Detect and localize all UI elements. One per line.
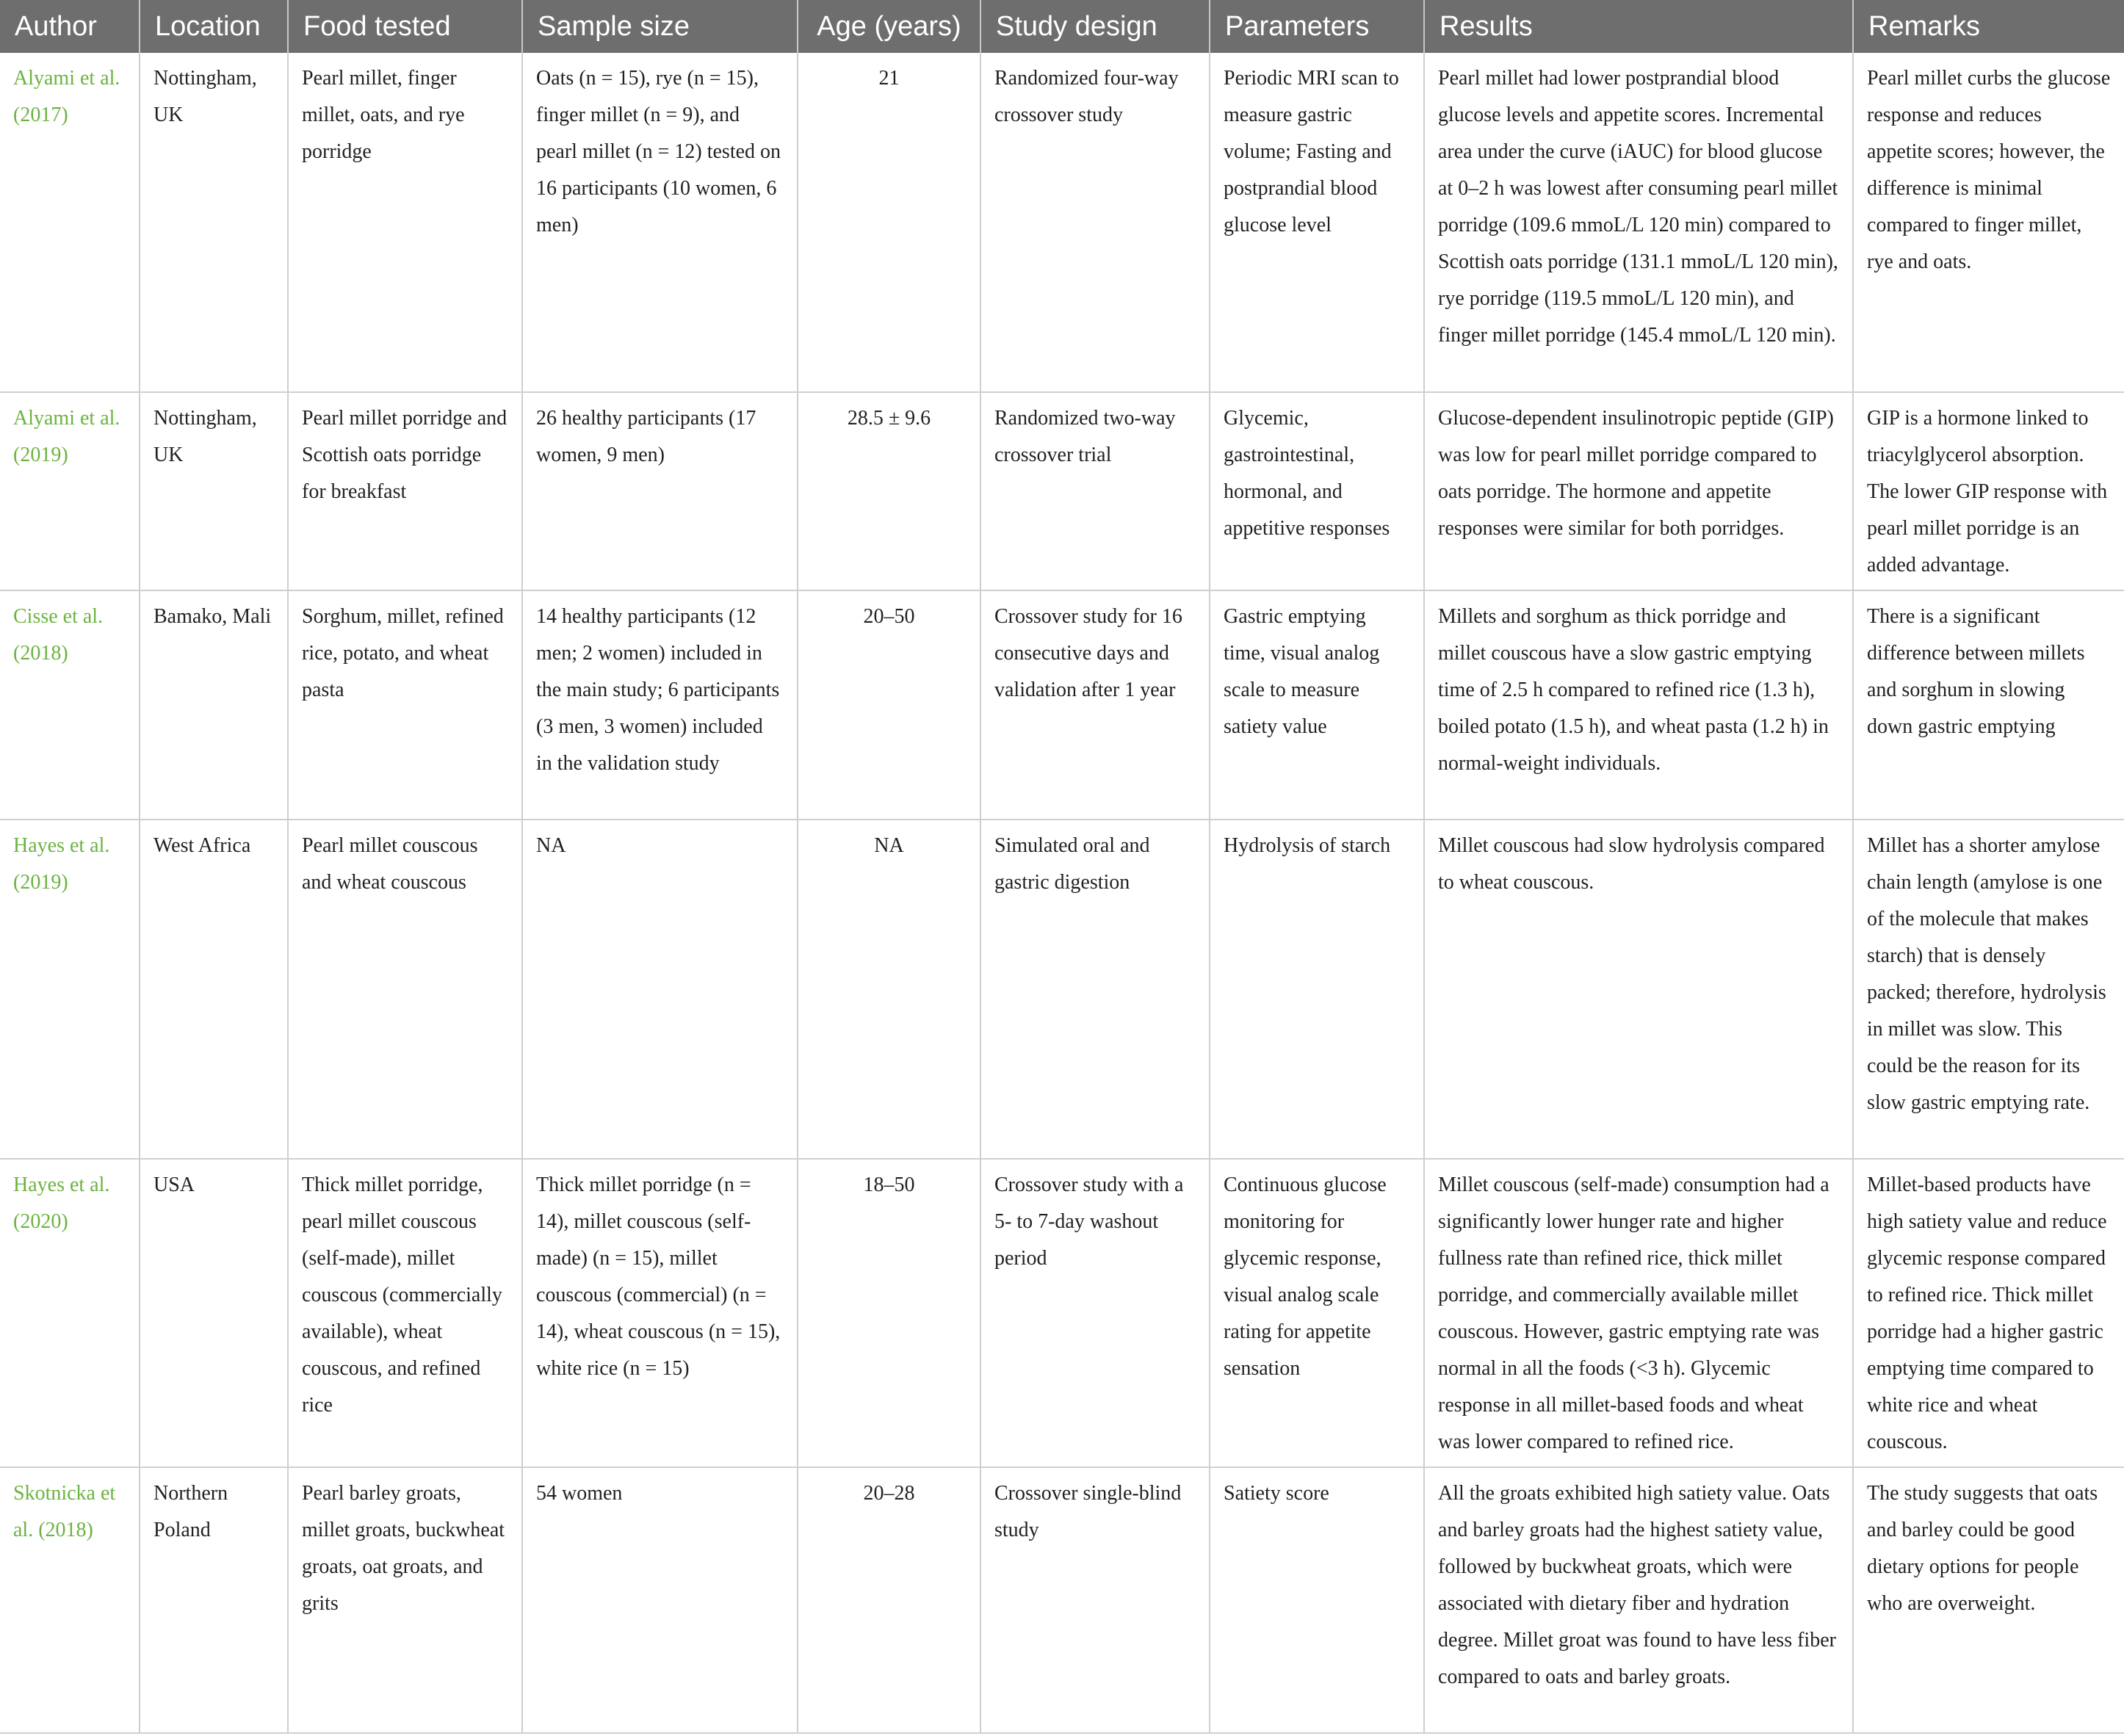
header-food-tested: Food tested bbox=[288, 0, 522, 53]
cell-sample-size: NA bbox=[522, 820, 798, 1159]
header-row bbox=[0, 0, 2124, 53]
cell-age: NA bbox=[798, 820, 980, 1159]
cell-study-design: Crossover study with a 5- to 7-day washout period bbox=[980, 1159, 1210, 1467]
cell-remarks: GIP is a hormone linked to triacylglycerol absorption. The lower GIP response with pearl millet porridge is an added advantage. bbox=[1853, 392, 2124, 590]
table-row bbox=[0, 53, 2124, 392]
cell-results: Millet couscous had slow hydrolysis compared to wheat couscous. bbox=[1424, 820, 1853, 1159]
cell-remarks: Millet-based products have high satiety value and reduce glycemic response compared to refined rice. Thick millet porridge had a higher gastric emptying time compared to white rice and wheat couscous. bbox=[1853, 1159, 2124, 1467]
table-row bbox=[0, 392, 2124, 590]
header-results: Results bbox=[1424, 0, 1853, 53]
cell-age: 21 bbox=[798, 53, 980, 392]
cell-parameters: Continuous glucose monitoring for glycemic response, visual analog scale rating for appetite sensation bbox=[1210, 1159, 1424, 1467]
cell-sample-size: Oats (n = 15), rye (n = 15), finger millet (n = 9), and pearl millet (n = 12) tested on 16 participants (10 women, 6 men) bbox=[522, 53, 798, 392]
cell-food-tested: Pearl millet, finger millet, oats, and rye porridge bbox=[288, 53, 522, 392]
table-row bbox=[0, 820, 2124, 1159]
cell-remarks: Millet has a shorter amylose chain length (amylose is one of the molecule that makes starch) that is densely packed; therefore, hydrolysis in millet was slow. This could be the reason for its slow gastric emptying rate. bbox=[1853, 820, 2124, 1159]
cell-sample-size: 26 healthy participants (17 women, 9 men) bbox=[522, 392, 798, 590]
cell-study-design: Crossover study for 16 consecutive days and validation after 1 year bbox=[980, 590, 1210, 820]
cell-results: Glucose-dependent insulinotropic peptide (GIP) was low for pearl millet porridge compared to oats porridge. The hormone and appetite responses were similar for both porridges. bbox=[1424, 392, 1853, 590]
table-row bbox=[0, 590, 2124, 820]
cell-study-design: Simulated oral and gastric digestion bbox=[980, 820, 1210, 1159]
cell-location: West Africa bbox=[140, 820, 288, 1159]
cell-results: All the groats exhibited high satiety value. Oats and barley groats had the highest satiety value, followed by buckwheat groats, which were associated with dietary fiber and hydration degree. Millet groat was found to have less fiber compared to oats and barley groats. bbox=[1424, 1467, 1853, 1733]
cell-study-design: Crossover single-blind study bbox=[980, 1467, 1210, 1733]
header-sample-size: Sample size bbox=[522, 0, 798, 53]
cell-food-tested: Sorghum, millet, refined rice, potato, and wheat pasta bbox=[288, 590, 522, 820]
cell-location: Nottingham, UK bbox=[140, 392, 288, 590]
cell-study-design: Randomized four-way crossover study bbox=[980, 53, 1210, 392]
cell-location: Northern Poland bbox=[140, 1467, 288, 1733]
cell-age: 28.5 ± 9.6 bbox=[798, 392, 980, 590]
cell-food-tested: Pearl millet couscous and wheat couscous bbox=[288, 820, 522, 1159]
cell-location: Nottingham, UK bbox=[140, 53, 288, 392]
cell-author[interactable]: Alyami et al. (2017) bbox=[0, 53, 140, 392]
cell-parameters: Glycemic, gastrointestinal, hormonal, and appetitive responses bbox=[1210, 392, 1424, 590]
cell-author[interactable]: Alyami et al. (2019) bbox=[0, 392, 140, 590]
cell-study-design: Randomized two-way crossover trial bbox=[980, 392, 1210, 590]
cell-results: Millet couscous (self-made) consumption had a significantly lower hunger rate and higher fullness rate than refined rice, thick millet porridge, and commercially available millet couscous. However, gastric emptying rate was normal in all the foods (<3 h). Glycemic response in all millet-based foods and wheat was lower compared to refined rice. bbox=[1424, 1159, 1853, 1467]
cell-sample-size: Thick millet porridge (n = 14), millet couscous (self-made) (n = 15), millet couscous (commercial) (n = 14), wheat couscous (n = 15), white rice (n = 15) bbox=[522, 1159, 798, 1467]
cell-remarks: Pearl millet curbs the glucose response and reduces appetite scores; however, the difference is minimal compared to finger millet, rye and oats. bbox=[1853, 53, 2124, 392]
cell-sample-size: 14 healthy participants (12 men; 2 women) included in the main study; 6 participants (3 men, 3 women) included in the validation study bbox=[522, 590, 798, 820]
cell-age: 20–28 bbox=[798, 1467, 980, 1733]
header-location: Location bbox=[140, 0, 288, 53]
cell-parameters: Satiety score bbox=[1210, 1467, 1424, 1733]
cell-age: 20–50 bbox=[798, 590, 980, 820]
cell-author[interactable]: Cisse et al. (2018) bbox=[0, 590, 140, 820]
cell-food-tested: Pearl millet porridge and Scottish oats porridge for breakfast bbox=[288, 392, 522, 590]
cell-parameters: Gastric emptying time, visual analog scale to measure satiety value bbox=[1210, 590, 1424, 820]
cell-author[interactable]: Hayes et al. (2019) bbox=[0, 820, 140, 1159]
cell-remarks: There is a significant difference between millets and sorghum in slowing down gastric emptying bbox=[1853, 590, 2124, 820]
header-remarks: Remarks bbox=[1853, 0, 2124, 53]
cell-remarks: The study suggests that oats and barley could be good dietary options for people who are overweight. bbox=[1853, 1467, 2124, 1733]
table-row bbox=[0, 1159, 2124, 1467]
table-row bbox=[0, 1467, 2124, 1733]
cell-results: Millets and sorghum as thick porridge and millet couscous have a slow gastric emptying time of 2.5 h compared to refined rice (1.3 h), boiled potato (1.5 h), and wheat pasta (1.2 h) in normal-weight individuals. bbox=[1424, 590, 1853, 820]
cell-author[interactable]: Skotnicka et al. (2018) bbox=[0, 1467, 140, 1733]
cell-food-tested: Pearl barley groats, millet groats, buckwheat groats, oat groats, and grits bbox=[288, 1467, 522, 1733]
cell-location: Bamako, Mali bbox=[140, 590, 288, 820]
cell-parameters: Periodic MRI scan to measure gastric volume; Fasting and postprandial blood glucose level bbox=[1210, 53, 1424, 392]
cell-results: Pearl millet had lower postprandial blood glucose levels and appetite scores. Incremental area under the curve (iAUC) for blood glucose at 0–2 h was lowest after consuming pearl millet porridge (109.6 mmoL/L 120 min) compared to Scottish oats porridge (131.1 mmoL/L 120 min), rye porridge (119.5 mmoL/L 120 min), and finger millet porridge (145.4 mmoL/L 120 min). bbox=[1424, 53, 1853, 392]
header-author: Author bbox=[0, 0, 140, 53]
cell-sample-size: 54 women bbox=[522, 1467, 798, 1733]
cell-food-tested: Thick millet porridge, pearl millet couscous (self-made), millet couscous (commercially available), wheat couscous, and refined rice bbox=[288, 1159, 522, 1467]
cell-age: 18–50 bbox=[798, 1159, 980, 1467]
cell-location: USA bbox=[140, 1159, 288, 1467]
header-study-design: Study design bbox=[980, 0, 1210, 53]
cell-parameters: Hydrolysis of starch bbox=[1210, 820, 1424, 1159]
cell-author[interactable]: Hayes et al. (2020) bbox=[0, 1159, 140, 1467]
header-age: Age (years) bbox=[798, 0, 980, 53]
header-parameters: Parameters bbox=[1210, 0, 1424, 53]
